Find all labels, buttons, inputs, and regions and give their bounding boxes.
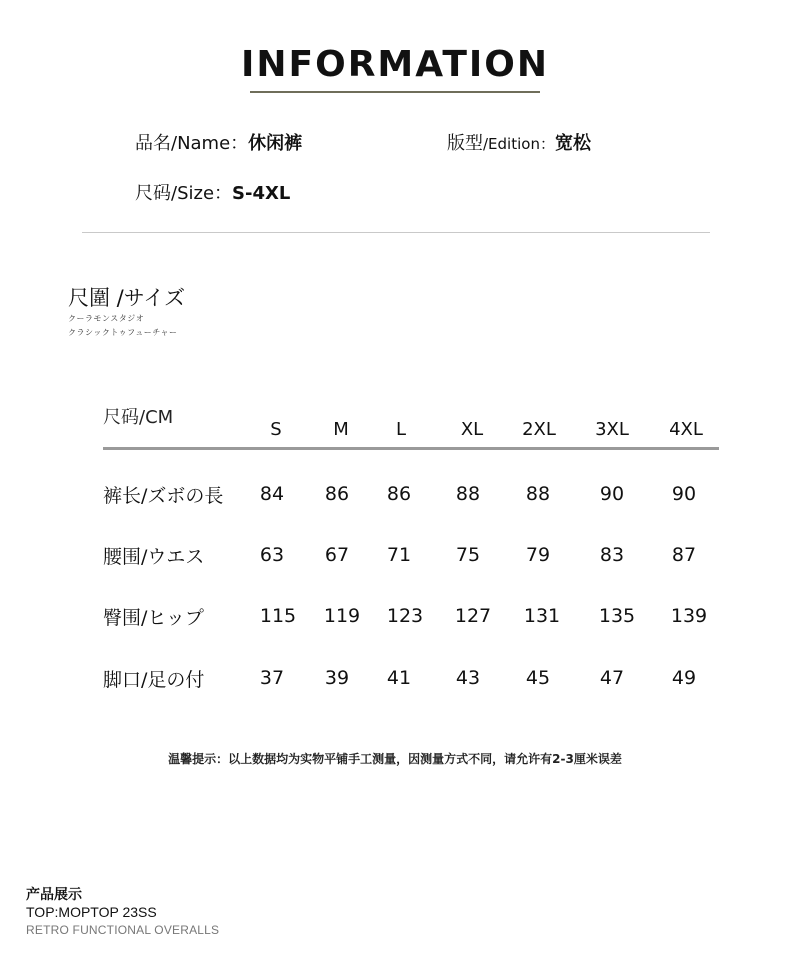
- size-header-xl: XL: [460, 419, 484, 440]
- row-label-waist: 腰围/ウエス: [103, 546, 205, 568]
- table-cell: 75: [455, 544, 481, 566]
- size-header-3xl: 3XL: [595, 419, 629, 440]
- row-label-leg-opening: 脚口/足の付: [103, 669, 205, 691]
- page-title: INFORMATION: [240, 44, 549, 85]
- size-section-subtitle-1: クーラモンスタジオ: [68, 314, 145, 323]
- size-header-s: S: [270, 419, 282, 440]
- table-cell: 88: [525, 483, 551, 505]
- table-cell: 39: [324, 667, 350, 689]
- table-cell: 139: [670, 605, 708, 627]
- size-value: S-4XL: [232, 183, 291, 204]
- table-cell: 119: [323, 605, 361, 627]
- table-cell: 47: [599, 667, 625, 689]
- table-cell: 79: [525, 544, 551, 566]
- size-header-2xl: 2XL: [522, 419, 556, 440]
- table-unit-label: 尺码/CM: [103, 407, 174, 428]
- table-cell: 41: [386, 667, 412, 689]
- product-size: [135, 179, 290, 205]
- table-cell: 86: [324, 483, 350, 505]
- edition-label-en: /Edition：: [483, 135, 555, 153]
- table-cell: 131: [523, 605, 561, 627]
- size-header-l: L: [395, 419, 407, 440]
- table-cell: 63: [259, 544, 285, 566]
- table-cell: 87: [671, 544, 697, 566]
- row-label-hip: 臀围/ヒップ: [103, 607, 204, 629]
- table-cell: 123: [386, 605, 424, 627]
- table-cell: 71: [386, 544, 412, 566]
- edition-label-cn: 版型: [447, 133, 483, 154]
- table-cell: 37: [259, 667, 285, 689]
- table-cell: 88: [455, 483, 481, 505]
- measurement-note: 温馨提示：以上数据均为实物平铺手工测量，因测量方式不同，请允许有2-3厘米误差: [168, 752, 622, 766]
- row-label-length: 裤长/ズボの長: [103, 485, 224, 507]
- table-cell: 90: [599, 483, 625, 505]
- table-cell: 127: [454, 605, 492, 627]
- footer-tagline: RETRO FUNCTIONAL OVERALLS: [26, 923, 220, 937]
- table-cell: 43: [455, 667, 481, 689]
- table-cell: 84: [259, 483, 285, 505]
- table-cell: 115: [259, 605, 297, 627]
- table-cell: 135: [598, 605, 636, 627]
- edition-value: 宽松: [554, 133, 591, 154]
- footer-brand: TOP:MOPTOP 23SS: [26, 904, 157, 920]
- table-cell: 86: [386, 483, 412, 505]
- footer-product-display: 产品展示: [26, 887, 82, 903]
- table-cell: 83: [599, 544, 625, 566]
- title-underline: [250, 91, 540, 93]
- table-cell: 49: [671, 667, 697, 689]
- table-cell: 90: [671, 483, 697, 505]
- size-label: 尺码/Size：: [135, 183, 233, 204]
- size-section-title: 尺圍 /サイズ: [68, 286, 186, 310]
- table-cell: 45: [525, 667, 551, 689]
- table-cell: 67: [324, 544, 350, 566]
- product-name-label: 品名/Name：: [135, 133, 249, 154]
- product-name: [135, 129, 302, 155]
- size-header-4xl: 4XL: [669, 419, 703, 440]
- size-section-subtitle-2: クラシックトゥフューチャー: [68, 328, 178, 337]
- product-edition: [447, 129, 591, 155]
- table-header-rule: [103, 447, 719, 450]
- product-name-value: 休闲裤: [248, 133, 303, 154]
- section-divider: [82, 232, 710, 233]
- size-header-m: M: [333, 419, 349, 440]
